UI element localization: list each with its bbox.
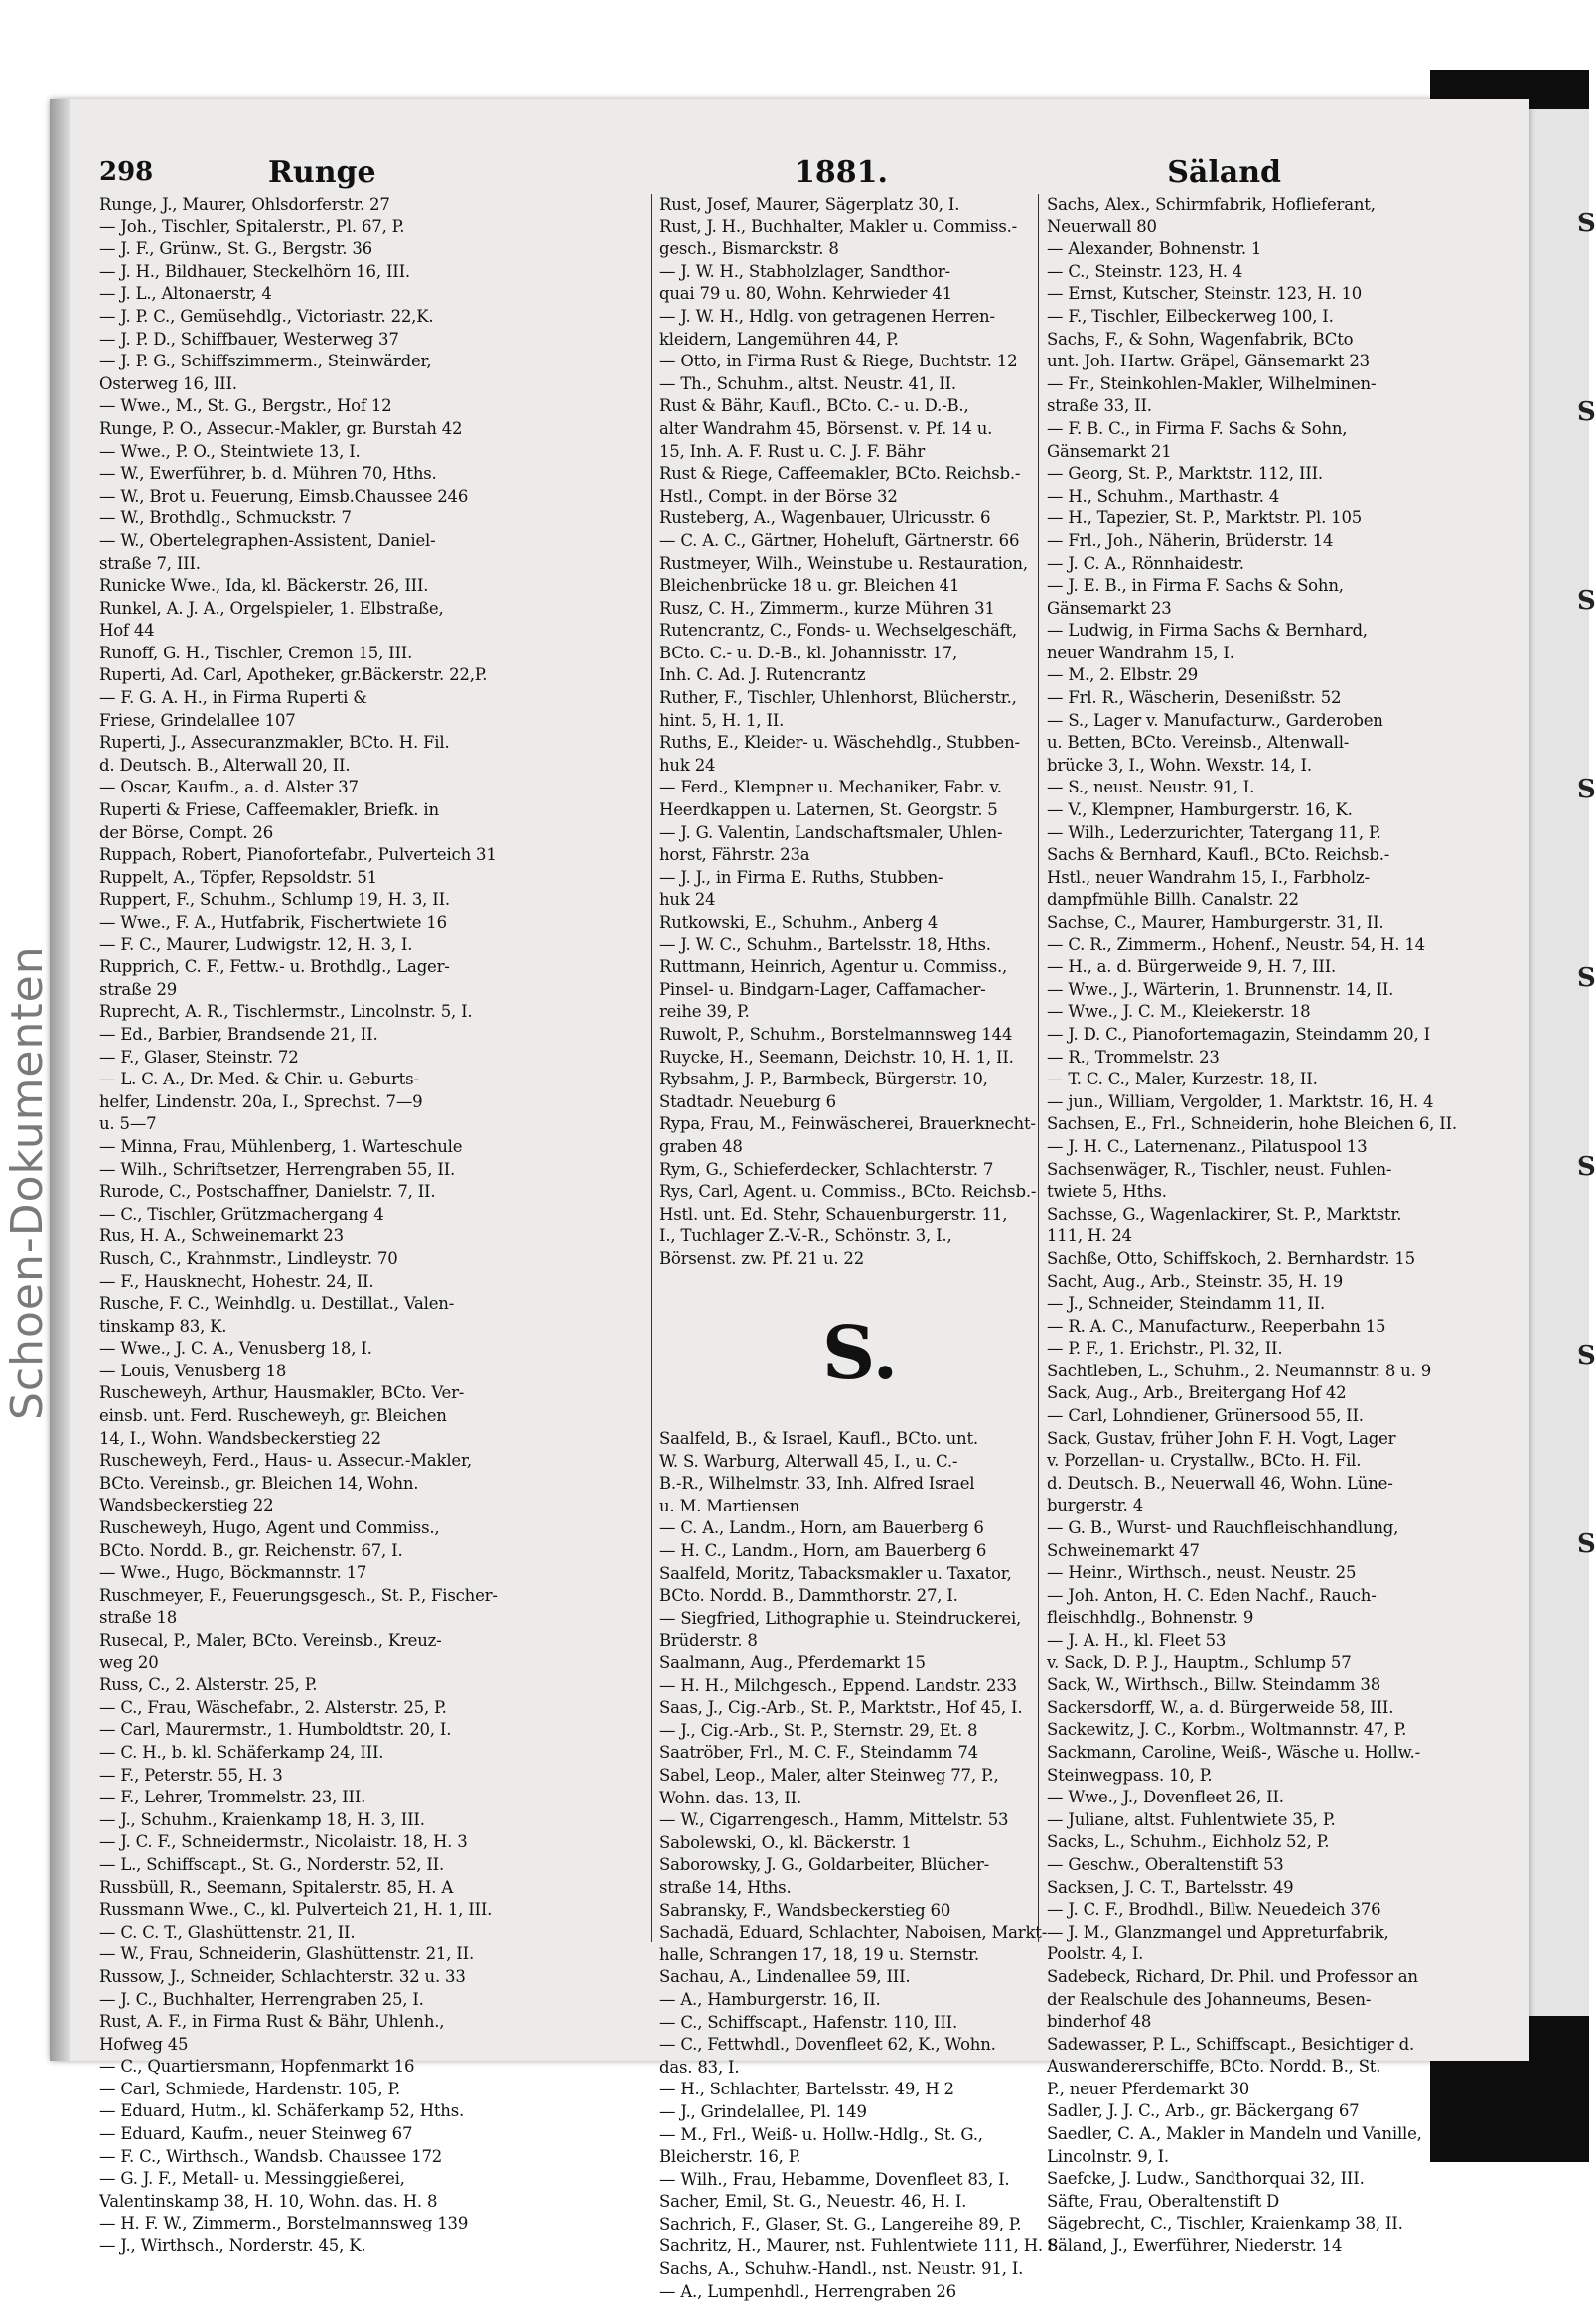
directory-entry-line: Ruscheweyh, Hugo, Agent und Commiss., [99,1518,440,1538]
directory-entry-line: — J. P. D., Schiffbauer, Westerweg 37 [99,329,399,349]
directory-entry-line: gesch., Bismarckstr. 8 [659,239,839,259]
directory-entry-line: — C. C. T., Glashüttenstr. 21, II. [99,1922,356,1942]
directory-entry-line: — Ferd., Klempner u. Mechaniker, Fabr. v. [659,778,1002,797]
directory-entry-line: — J. C., Buchhalter, Herrengraben 25, I. [99,1989,424,2009]
directory-entry-line: straße 7, III. [99,553,201,573]
directory-entry-line: Hstl., neuer Wandrahm 15, I., Farbholz- [1047,867,1370,887]
directory-entry-line: — J. W. H., Hdlg. von getragenen Herren- [659,306,995,326]
directory-entry-line: dampfmühle Billh. Canalstr. 22 [1047,890,1299,910]
directory-entry-line: Ruschmeyer, F., Feuerungsgesch., St. P., Fischer- [99,1585,498,1605]
directory-entry-line: Neuerwall 80 [1047,216,1157,236]
directory-entry-line: Hof 44 [99,621,155,641]
directory-entry-line: — J. W. C., Schuhm., Bartelsstr. 18, Hths. [659,935,991,954]
directory-entry-line: Rust & Bähr, Kaufl., BCto. C.- u. D.-B., [659,396,969,416]
adjacent-page-glyph: S [1577,963,1596,993]
directory-entry-line: hint. 5, H. 1, II. [659,710,785,730]
running-head-year: 1881. [795,155,888,190]
directory-entry-line: Rupprich, C. F., Fettw.- u. Brothdlg., Lager- [99,957,450,977]
directory-entry-line: — Eduard, Hutm., kl. Schäferkamp 52, Hths. [99,2101,465,2121]
directory-entry-line: — Siegfried, Lithographie u. Steindruckerei, [659,1608,1022,1628]
directory-entry-line: Heerdkappen u. Laternen, St. Georgstr. 5 [659,800,998,820]
directory-entry-line: I., Tuchlager Z.-V.-R., Schönstr. 3, I., [659,1226,952,1246]
directory-entry-line: Ruperti & Friese, Caffeemakler, Briefk. in [99,800,439,820]
directory-entry-line: Säfte, Frau, Oberaltenstift D [1047,2191,1280,2211]
directory-entry-line: Säland, J., Ewerführer, Niederstr. 14 [1047,2236,1343,2256]
directory-entry-line: Ruther, F., Tischler, Uhlenhorst, Blücherstr., [659,688,1017,708]
directory-entry-line: u. M. Martiensen [659,1496,800,1515]
directory-entry-line: — Georg, St. P., Marktstr. 112, III. [1047,464,1323,484]
directory-entry-line: — Th., Schuhm., altst. Neustr. 41, II. [659,373,956,393]
directory-entry-line: Inh. C. Ad. J. Rutencrantz [659,665,866,685]
directory-entry-line: — H. F. W., Zimmerm., Borstelmannsweg 139 [99,2214,469,2233]
directory-entry-line: — J. M., Glanzmangel und Appreturfabrik, [1047,1922,1389,1942]
directory-entry-line: huk 24 [659,755,716,775]
directory-entry-line: straße 29 [99,979,178,999]
directory-entry-line: Wohn. das. 13, II. [659,1788,802,1807]
directory-entry-line: — Wwe., J., Wärterin, 1. Brunnenstr. 14, II. [1047,979,1394,999]
directory-entry-line: — Wwe., M., St. G., Bergstr., Hof 12 [99,396,392,416]
directory-entry-line: der Realschule des Johanneums, Besen- [1047,1989,1372,2009]
directory-entry-line: binderhof 48 [1047,2012,1152,2032]
directory-entry-line: — Ernst, Kutscher, Steinstr. 123, H. 10 [1047,284,1363,304]
directory-entry-line: — A., Lumpenhdl., Herrengraben 26 [659,2281,956,2301]
directory-entry-line: — L. C. A., Dr. Med. & Chir. u. Geburts- [99,1070,419,1089]
directory-entry-line: BCto. Vereinsb., gr. Bleichen 14, Wohn. [99,1473,419,1493]
directory-entry-line: Rusecal, P., Maler, BCto. Vereinsb., Kreuz- [99,1631,442,1650]
directory-entry-line: u. 5—7 [99,1114,157,1134]
directory-entry-line: — R., Trommelstr. 23 [1047,1047,1220,1067]
side-watermark [0,735,53,1430]
directory-entry-line: — F. B. C., in Firma F. Sachs & Sohn, [1047,418,1348,438]
directory-entry-line: — S., neust. Neustr. 91, I. [1047,778,1255,797]
directory-entry-line: — Wwe., P. O., Steintwiete 13, I. [99,441,361,461]
directory-entry-line: Ruths, E., Kleider- u. Wäschehdlg., Stubben- [659,733,1020,753]
directory-entry-line: Rust & Riege, Caffeemakler, BCto. Reichsb.- [659,464,1021,484]
directory-entry-line: — J. J., in Firma E. Ruths, Stubben- [659,867,943,887]
directory-entry-line: Runge, P. O., Assecur.-Makler, gr. Burstah 42 [99,418,463,438]
directory-entry-line: Runkel, A. J. A., Orgelspieler, 1. Elbstraße, [99,598,444,618]
directory-entry-line: Sachsse, G., Wagenlackirer, St. P., Marktstr. [1047,1204,1402,1223]
directory-entry-line: — Wwe., F. A., Hutfabrik, Fischertwiete 16 [99,913,447,932]
directory-entry-line: — W., Brot u. Feuerung, Eimsb.Chaussee 246 [99,486,469,505]
directory-entry-line: — Joh., Tischler, Spitalerstr., Pl. 67, P. [99,216,405,236]
directory-entry-line: v. Sack, D. P. J., Hauptm., Schlump 57 [1047,1653,1352,1672]
directory-entry-line: — W., Obertelegraphen-Assistent, Daniel- [99,530,436,550]
directory-entry-line: — J., Schneider, Steindamm 11, II. [1047,1294,1326,1314]
directory-entry-line: Russmann Wwe., C., kl. Pulverteich 21, H. 1, III. [99,1900,493,1920]
directory-entry-line: Rust, Josef, Maurer, Sägerplatz 30, I. [659,195,960,214]
directory-entry-line: — G. J. F., Metall- u. Messinggießerei, [99,2169,405,2189]
directory-entry-line: — Geschw., Oberaltenstift 53 [1047,1854,1284,1874]
directory-entry-line: u. Betten, BCto. Vereinsb., Altenwall- [1047,733,1350,753]
directory-entry-line: — Wwe., J. C. M., Kleiekerstr. 18 [1047,1002,1311,1022]
directory-entry-line: unt. Joh. Hartw. Gräpel, Gänsemarkt 23 [1047,352,1370,371]
directory-entry-line: — J. A. H., kl. Fleet 53 [1047,1631,1227,1650]
directory-entry-line: — J. F., Grünw., St. G., Bergstr. 36 [99,239,372,259]
directory-entry-line: Gänsemarkt 21 [1047,441,1172,461]
directory-entry-line: Saedler, C. A., Makler in Mandeln und Vanille, [1047,2124,1422,2144]
directory-entry-line: — Minna, Frau, Mühlenberg, 1. Warteschule [99,1136,463,1156]
directory-entry-line: Saalmann, Aug., Pferdemarkt 15 [659,1654,926,1673]
directory-entry-line: W. S. Warburg, Alterwall 45, I., u. C.- [659,1451,958,1471]
directory-entry-line: — C., Schiffscapt., Hafenstr. 110, III. [659,2012,958,2032]
page-number: 298 [99,157,154,187]
directory-entry-line: — Eduard, Kaufm., neuer Steinweg 67 [99,2124,413,2144]
directory-entry-line: BCto. Nordd. B., gr. Reichenstr. 67, I. [99,1540,403,1560]
directory-entry-line: — H., Tapezier, St. P., Marktstr. Pl. 105 [1047,508,1363,528]
directory-entry-line: Russow, J., Schneider, Schlachterstr. 32 u. 33 [99,1966,466,1986]
directory-entry-line: Bleicherstr. 16, P. [659,2147,801,2167]
directory-entry-line: d. Deutsch. B., Alterwall 20, II. [99,755,351,775]
directory-entry-line: quai 79 u. 80, Wohn. Kehrwieder 41 [659,284,952,304]
directory-entry-line: — C. A. C., Gärtner, Hoheluft, Gärtnerstr. 66 [659,530,1020,550]
directory-entry-line: Rustmeyer, Wilh., Weinstube u. Restauration, [659,553,1028,573]
directory-entry-line: — M., 2. Elbstr. 29 [1047,665,1199,685]
directory-entry-line: das. 83, I. [659,2057,740,2077]
directory-entry-line: Ruperti, Ad. Carl, Apotheker, gr.Bäckerstr. 22,P. [99,665,488,685]
directory-entry-line: — F., Tischler, Eilbeckerweg 100, I. [1047,306,1334,326]
directory-entry-line: Auswandererschiffe, BCto. Nordd. B., St. [1047,2057,1381,2077]
directory-entry-line: — J. C. F., Schneidermstr., Nicolaistr. 18, H. 3 [99,1832,468,1852]
directory-entry-line: — L., Schiffscapt., St. G., Norderstr. 52, II. [99,1854,445,1874]
directory-entry-line: Sachsenwäger, R., Tischler, neust. Fuhlen- [1047,1159,1392,1179]
directory-entry-line: — Juliane, altst. Fuhlentwiete 35, P. [1047,1809,1336,1829]
directory-entry-line: Sachrich, F., Glaser, St. G., Langereihe 89, P. [659,2214,1022,2233]
directory-entry-line: — F. G. A. H., in Firma Ruperti & [99,688,367,708]
directory-entry-line: 15, Inh. A. F. Rust u. C. J. F. Bähr [659,441,926,461]
adjacent-page-glyph: S [1577,1529,1596,1559]
directory-entry-line: Rusch, C., Krahnmstr., Lindleystr. 70 [99,1248,398,1268]
directory-entry-line: — jun., William, Vergolder, 1. Marktstr. 16, H. 4 [1047,1091,1434,1111]
directory-entry-line: Pinsel- u. Bindgarn-Lager, Caffamacher- [659,979,986,999]
directory-entry-line: — F. C., Maurer, Ludwigstr. 12, H. 3, I. [99,935,413,954]
directory-entry-line: — H., Schlachter, Bartelsstr. 49, H 2 [659,2080,954,2099]
directory-entry-line: tinskamp 83, K. [99,1316,227,1336]
directory-entry-line: Rys, Carl, Agent. u. Commiss., BCto. Reichsb.- [659,1182,1037,1202]
directory-entry-line: Sadler, J. J. C., Arb., gr. Bäckergang 67 [1047,2101,1360,2121]
directory-entry-line: Gänsemarkt 23 [1047,598,1172,618]
directory-entry-line: — G. B., Wurst- und Rauchfleischhandlung, [1047,1518,1399,1538]
adjacent-page-glyph: S [1577,1152,1596,1182]
directory-entry-line: — Wilh., Schriftsetzer, Herrengraben 55, II. [99,1159,456,1179]
adjacent-page-glyph: S [1577,209,1596,238]
section-letter-heading: S. [821,1311,899,1397]
directory-entry-line: Hstl. unt. Ed. Stehr, Schauenburgerstr. 11, [659,1204,1008,1223]
directory-entry-line: Sackersdorff, W., a. d. Bürgerweide 58, III. [1047,1697,1394,1717]
directory-entry-line: — J. H., Bildhauer, Steckelhörn 16, III. [99,261,410,281]
page-header [99,149,1281,199]
directory-entry-line: 14, I., Wohn. Wandsbeckerstieg 22 [99,1428,381,1448]
directory-entry-line: brücke 3, I., Wohn. Wexstr. 14, I. [1047,755,1312,775]
directory-entry-line: — F., Lehrer, Trommelstr. 23, III. [99,1788,366,1807]
directory-entry-line: Sachau, A., Lindenallee 59, III. [659,1967,911,1987]
directory-entry-line: — W., Cigarrengesch., Hamm, Mittelstr. 53 [659,1810,1009,1830]
directory-entry-line: — C., Steinstr. 123, H. 4 [1047,261,1243,281]
directory-entry-line: — Carl, Maurermstr., 1. Humboldtstr. 20, I. [99,1720,452,1740]
directory-entry-line: Russbüll, R., Seemann, Spitalerstr. 85, H. A [99,1877,454,1897]
directory-entry-line: Rutencrantz, C., Fonds- u. Wechselgeschäft, [659,621,1017,641]
directory-entry-line: Sacksen, J. C. T., Bartelsstr. 49 [1047,1877,1294,1897]
directory-entry-line: — J. L., Altonaerstr, 4 [99,284,272,304]
directory-entry-line: Osterweg 16, III. [99,373,237,393]
directory-entry-line: — C. A., Landm., Horn, am Bauerberg 6 [659,1518,984,1538]
directory-entry-line: Runge, J., Maurer, Ohlsdorferstr. 27 [99,195,390,214]
directory-entry-line: — Ludwig, in Firma Sachs & Bernhard, [1047,621,1368,641]
directory-entry-line: burgerstr. 4 [1047,1496,1144,1515]
directory-entry-line: — M., Frl., Weiß- u. Hollw.-Hdlg., St. G., [659,2124,983,2144]
directory-entry-line: Saalfeld, B., & Israel, Kaufl., BCto. unt. [659,1429,978,1449]
directory-entry-line: neuer Wandrahm 15, I. [1047,643,1234,662]
directory-entry-line: — C. R., Zimmerm., Hohenf., Neustr. 54, H. 14 [1047,935,1425,954]
page-gutter-shadow [50,99,70,2061]
directory-entry-line: — Frl. R., Wäscherin, Desenißstr. 52 [1047,688,1342,708]
directory-entry-line: Ruscheweyh, Ferd., Haus- u. Assecur.-Makler, [99,1451,472,1471]
directory-entry-line: Sacks, L., Schuhm., Eichholz 52, P. [1047,1832,1330,1852]
directory-entry-line: Sack, W., Wirthsch., Billw. Steindamm 38 [1047,1675,1380,1695]
directory-entry-line: Rym, G., Schieferdecker, Schlachterstr. 7 [659,1159,994,1179]
directory-entry-line: Hofweg 45 [99,2034,189,2054]
directory-entry-line: horst, Fährstr. 23a [659,845,810,865]
directory-entry-line: — A., Hamburgerstr. 16, II. [659,1989,881,2009]
directory-entry-line: — H., Schuhm., Marthastr. 4 [1047,486,1280,505]
watermark-text: Schoen-Dokumenten [2,945,53,1420]
directory-entry-line: — P. F., 1. Erichstr., Pl. 32, II. [1047,1339,1283,1359]
directory-entry-line: Sachadä, Eduard, Schlachter, Naboisen, Markt- [659,1923,1048,1943]
directory-entry-line: Lincolnstr. 9, I. [1047,2146,1169,2166]
directory-entry-line: helfer, Lindenstr. 20a, I., Sprechst. 7—9 [99,1091,423,1111]
directory-entry-line: Sadewasser, P. L., Schiffscapt., Besichtiger d. [1047,2034,1415,2054]
directory-entry-line: Ruprecht, A. R., Tischlermstr., Lincolnstr. 5, I. [99,1002,473,1022]
directory-entry-line: Sachs, A., Schuhw.-Handl., nst. Neustr. 91, I. [659,2259,1024,2279]
directory-entry-line: — Heinr., Wirthsch., neust. Neustr. 25 [1047,1563,1357,1583]
directory-entry-line: — Ed., Barbier, Brandsende 21, II. [99,1024,378,1044]
adjacent-page-glyph: S [1577,397,1596,427]
directory-entry-line: — Wwe., J., Dovenfleet 26, II. [1047,1788,1284,1807]
directory-entry-line: Saalfeld, Moritz, Tabacksmakler u. Taxator, [659,1563,1012,1583]
directory-entry-line: — H., a. d. Bürgerweide 9, H. 7, III. [1047,957,1337,977]
directory-entry-line: — R. A. C., Manufacturw., Reeperbahn 15 [1047,1316,1386,1336]
running-head-right: Säland [1167,155,1281,190]
directory-entry-line: — J. C. A., Rönnhaidestr. [1047,553,1244,573]
directory-entry-line: Ruppach, Robert, Pianofortefabr., Pulverteich 31 [99,845,497,865]
directory-entry-line: Rusteberg, A., Wagenbauer, Ulricusstr. 6 [659,508,991,528]
directory-entry-line: — J., Cig.-Arb., St. P., Sternstr. 29, Et. 8 [659,1720,978,1740]
directory-entry-line: Ruppelt, A., Töpfer, Repsoldstr. 51 [99,867,377,887]
directory-entry-line: — C., Fettwhdl., Dovenfleet 62, K., Wohn. [659,2035,996,2055]
directory-entry-line: — H. H., Milchgesch., Eppend. Landstr. 233 [659,1675,1017,1695]
directory-entry-line: Sabel, Leop., Maler, alter Steinweg 77, P., [659,1766,999,1785]
directory-entry-line: — Joh. Anton, H. C. Eden Nachf., Rauch- [1047,1585,1377,1605]
directory-entry-line: graben 48 [659,1136,743,1156]
directory-entry-line: Sachs, Alex., Schirmfabrik, Hoflieferant, [1047,195,1376,214]
directory-entry-line: fleischhdlg., Bohnenstr. 9 [1047,1608,1254,1628]
directory-entry-line: Ruycke, H., Seemann, Deichstr. 10, H. 1, II. [659,1047,1014,1067]
directory-entry-line: Sacher, Emil, St. G., Neuestr. 46, H. I. [659,2192,967,2212]
adjacent-page-glyph: S [1577,775,1596,804]
directory-entry-line: — J. P. G., Schiffszimmerm., Steinwärder, [99,352,432,371]
directory-entry-line: — J. G. Valentin, Landschaftsmaler, Uhlen- [659,822,1003,842]
directory-entry-line: — J. D. C., Pianofortemagazin, Steindamm 20, I [1047,1024,1430,1044]
adjacent-page-glyph: S [1577,586,1596,616]
directory-entry-line: — J. E. B., in Firma F. Sachs & Sohn, [1047,576,1344,596]
directory-entry-line: — S., Lager v. Manufacturw., Garderoben [1047,710,1383,730]
directory-entry-line: Sachsen, E., Frl., Schneiderin, hohe Bleichen 6, II. [1047,1114,1457,1134]
directory-entry-line: — H. C., Landm., Horn, am Bauerberg 6 [659,1541,987,1561]
directory-entry-line: huk 24 [659,890,716,910]
directory-entry-line: Saatröber, Frl., M. C. F., Steindamm 74 [659,1743,978,1763]
directory-entry-line: — J. C. F., Brodhdl., Billw. Neuedeich 376 [1047,1900,1381,1920]
directory-entry-line: Sabransky, F., Wandsbeckerstieg 60 [659,1900,951,1920]
running-head-left: Runge [268,155,376,190]
directory-entry-line: Rust, J. H., Buchhalter, Makler u. Commiss.- [659,216,1018,236]
directory-entry-line: Sack, Aug., Arb., Breitergang Hof 42 [1047,1383,1347,1403]
directory-entry-line: — Otto, in Firma Rust & Riege, Buchtstr. 12 [659,352,1018,371]
directory-entry-line: Ruwolt, P., Schuhm., Borstelmannsweg 144 [659,1024,1013,1044]
directory-entry-line: — Wwe., J. C. A., Venusberg 18, I. [99,1339,372,1359]
directory-entry-line: — F., Peterstr. 55, H. 3 [99,1765,283,1785]
directory-entry-line: Hstl., Compt. in der Börse 32 [659,486,898,505]
directory-entry-line: — Carl, Schmiede, Hardenstr. 105, P. [99,2079,401,2098]
directory-entry-line: — Wilh., Frau, Hebamme, Dovenfleet 83, I. [659,2169,1010,2189]
directory-entry-line: Sachtleben, L., Schuhm., 2. Neumannstr. 8 u. 9 [1047,1361,1431,1380]
directory-entry-line: alter Wandrahm 45, Börsenst. v. Pf. 14 u. [659,418,993,438]
directory-entry-line: Runicke Wwe., Ida, kl. Bäckerstr. 26, III. [99,576,429,596]
directory-entry-line: — V., Klempner, Hamburgerstr. 16, K. [1047,800,1353,820]
directory-entry-line: B.-R., Wilhelmstr. 33, Inh. Alfred Israel [659,1474,975,1494]
directory-entry-line: Sägebrecht, C., Tischler, Kraienkamp 38, II. [1047,2214,1403,2233]
directory-entry-line: Sachritz, H., Maurer, nst. Fuhlentwiete 111, H. 8 [659,2236,1059,2256]
directory-entry-line: — Louis, Venusberg 18 [99,1361,287,1380]
directory-entry-line: Schweinemarkt 47 [1047,1540,1200,1560]
directory-entry-line: — Carl, Lohndiener, Grünersood 55, II. [1047,1406,1364,1426]
directory-entry-line: — Wwe., Hugo, Böckmannstr. 17 [99,1563,367,1583]
directory-entry-line: v. Porzellan- u. Crystallw., BCto. H. Fil. [1047,1451,1362,1471]
directory-entry-line: — C., Tischler, Grützmachergang 4 [99,1204,384,1223]
directory-entry-line: reihe 39, P. [659,1002,750,1022]
directory-entry-line: — F. C., Wirthsch., Wandsb. Chaussee 172 [99,2146,443,2166]
directory-entry-line: Rusz, C. H., Zimmerm., kurze Mühren 31 [659,598,995,618]
directory-entry-line: Wandsbeckerstieg 22 [99,1496,274,1515]
directory-entry-line: Sack, Gustav, früher John F. H. Vogt, Lager [1047,1428,1396,1448]
directory-entry-line: Rutkowski, E., Schuhm., Anberg 4 [659,913,939,932]
directory-entry-line: Sadebeck, Richard, Dr. Phil. und Professor an [1047,1966,1418,1986]
directory-entry-line: Runoff, G. H., Tischler, Cremon 15, III. [99,643,413,662]
directory-entry-line: Bleichenbrücke 18 u. gr. Bleichen 41 [659,576,960,596]
directory-entry-line: twiete 5, Hths. [1047,1182,1167,1202]
directory-entry-line: Rus, H. A., Schweinemarkt 23 [99,1226,344,1246]
directory-column-3 [1038,194,1496,2256]
directory-entry-line: — W., Frau, Schneiderin, Glashüttenstr. 21, II. [99,1944,474,1964]
directory-entry-line: Brüderstr. 8 [659,1631,758,1651]
directory-entry-line: Sabolewski, O., kl. Bäckerstr. 1 [659,1832,912,1852]
directory-entry-line: — W., Brothdlg., Schmuckstr. 7 [99,508,352,528]
directory-entry-line: Steinwegpass. 10, P. [1047,1765,1213,1785]
blank-line [659,1271,1061,1294]
directory-entry-line: Rypa, Frau, M., Feinwäscherei, Brauerknecht- [659,1114,1036,1134]
directory-entry-line: — J. H. C., Laternenanz., Pilatuspool 13 [1047,1136,1368,1156]
directory-entry-line: — Frl., Joh., Näherin, Brüderstr. 14 [1047,530,1334,550]
directory-entry-line: Sackmann, Caroline, Weiß-, Wäsche u. Hollw.- [1047,1742,1420,1762]
directory-entry-line: Sachs & Bernhard, Kaufl., BCto. Reichsb.- [1047,845,1390,865]
directory-entry-line: d. Deutsch. B., Neuerwall 46, Wohn. Lüne- [1047,1473,1393,1493]
directory-entry-line: Russ, C., 2. Alsterstr. 25, P. [99,1675,318,1695]
directory-entry-line: Ruppert, F., Schuhm., Schlump 19, H. 3, II. [99,890,450,910]
directory-column-2 [651,194,1061,2301]
directory-entry-line: Ruperti, J., Assecuranzmakler, BCto. H. Fil. [99,733,450,753]
directory-entry-line: Saefcke, J. Ludw., Sandthorquai 32, III. [1047,2169,1365,2189]
directory-entry-line: BCto. C.- u. D.-B., kl. Johannisstr. 17, [659,643,958,662]
directory-entry-line: straße 18 [99,1608,178,1628]
directory-entry-line: Valentinskamp 38, H. 10, Wohn. das. H. 8 [99,2191,438,2211]
directory-entry-line: — J., Schuhm., Kraienkamp 18, H. 3, III. [99,1809,425,1829]
directory-entry-line: — Alexander, Bohnenstr. 1 [1047,239,1262,259]
directory-entry-line: kleidern, Langemühren 44, P. [659,329,899,349]
directory-entry-line: Ruttmann, Heinrich, Agentur u. Commiss., [659,957,1008,977]
directory-entry-line: — Fr., Steinkohlen-Makler, Wilhelminen- [1047,373,1377,393]
directory-entry-line: — Wilh., Lederzurichter, Tatergang 11, P. [1047,822,1381,842]
adjacent-page-glyph: S [1577,1341,1596,1370]
directory-entry-line: BCto. Nordd. B., Dammthorstr. 27, I. [659,1586,958,1606]
directory-entry-line: Friese, Grindelallee 107 [99,710,296,730]
directory-entry-line: straße 33, II. [1047,396,1152,416]
directory-entry-line: — F., Glaser, Steinstr. 72 [99,1047,299,1067]
directory-entry-line: Rusche, F. C., Weinhdlg. u. Destillat., Valen- [99,1294,455,1314]
directory-entry-line: Sacht, Aug., Arb., Steinstr. 35, H. 19 [1047,1271,1344,1291]
directory-entry-line: — C., Quartiersmann, Hopfenmarkt 16 [99,2057,415,2077]
directory-entry-line: Sackewitz, J. C., Korbm., Woltmannstr. 47, P. [1047,1720,1407,1740]
directory-entry-line: — C. H., b. kl. Schäferkamp 24, III. [99,1742,384,1762]
directory-entry-line: straße 14, Hths. [659,1877,792,1897]
directory-column-1 [99,194,612,2258]
directory-entry-line: Saborowsky, J. G., Goldarbeiter, Blücher- [659,1855,989,1875]
directory-entry-line: — W., Ewerführer, b. d. Mühren 70, Hths. [99,464,437,484]
directory-entry-line: halle, Schrangen 17, 18, 19 u. Sternstr. [659,1944,979,1964]
directory-entry-line: P., neuer Pferdemarkt 30 [1047,2079,1250,2098]
directory-entry-line: Saas, J., Cig.-Arb., St. P., Marktstr., Hof 45, I. [659,1698,1023,1718]
directory-entry-line: einsb. unt. Ferd. Ruscheweyh, gr. Bleichen [99,1406,447,1426]
directory-entry-line: — J., Wirthsch., Norderstr. 45, K. [99,2236,366,2256]
directory-entry-line: Rust, A. F., in Firma Rust & Bähr, Uhlenh., [99,2012,445,2032]
directory-entry-line: Stadtadr. Neueburg 6 [659,1091,836,1111]
directory-entry-line: Sachße, Otto, Schiffskoch, 2. Bernhardstr. 15 [1047,1248,1415,1268]
directory-entry-line: weg 20 [99,1653,159,1672]
directory-entry-line: Rurode, C., Postschaffner, Danielstr. 7, II. [99,1182,436,1202]
directory-entry-line: — T. C. C., Maler, Kurzestr. 18, II. [1047,1070,1318,1089]
directory-entry-line: — J. P. C., Gemüsehdlg., Victoriastr. 22,K. [99,306,434,326]
directory-entry-line: — F., Hausknecht, Hohestr. 24, II. [99,1271,374,1291]
directory-entry-line: Börsenst. zw. Pf. 21 u. 22 [659,1248,865,1268]
directory-entry-line: — J., Grindelallee, Pl. 149 [659,2101,867,2121]
directory-entry-line: 111, H. 24 [1047,1226,1132,1246]
directory-entry-line: — J. W. H., Stabholzlager, Sandthor- [659,261,950,281]
directory-entry-line: — Oscar, Kaufm., a. d. Alster 37 [99,778,359,797]
directory-entry-line: Rybsahm, J. P., Barmbeck, Bürgerstr. 10, [659,1070,988,1089]
directory-entry-line: Poolstr. 4, I. [1047,1944,1144,1964]
directory-entry-line: Ruscheweyh, Arthur, Hausmakler, BCto. Ver- [99,1383,465,1403]
directory-entry-line: der Börse, Compt. 26 [99,822,274,842]
directory-entry-line: Sachse, C., Maurer, Hamburgerstr. 31, II. [1047,913,1384,932]
directory-entry-line: Sachs, F., & Sohn, Wagenfabrik, BCto [1047,329,1354,349]
directory-entry-line: — C., Frau, Wäschefabr., 2. Alsterstr. 25, P. [99,1697,447,1717]
